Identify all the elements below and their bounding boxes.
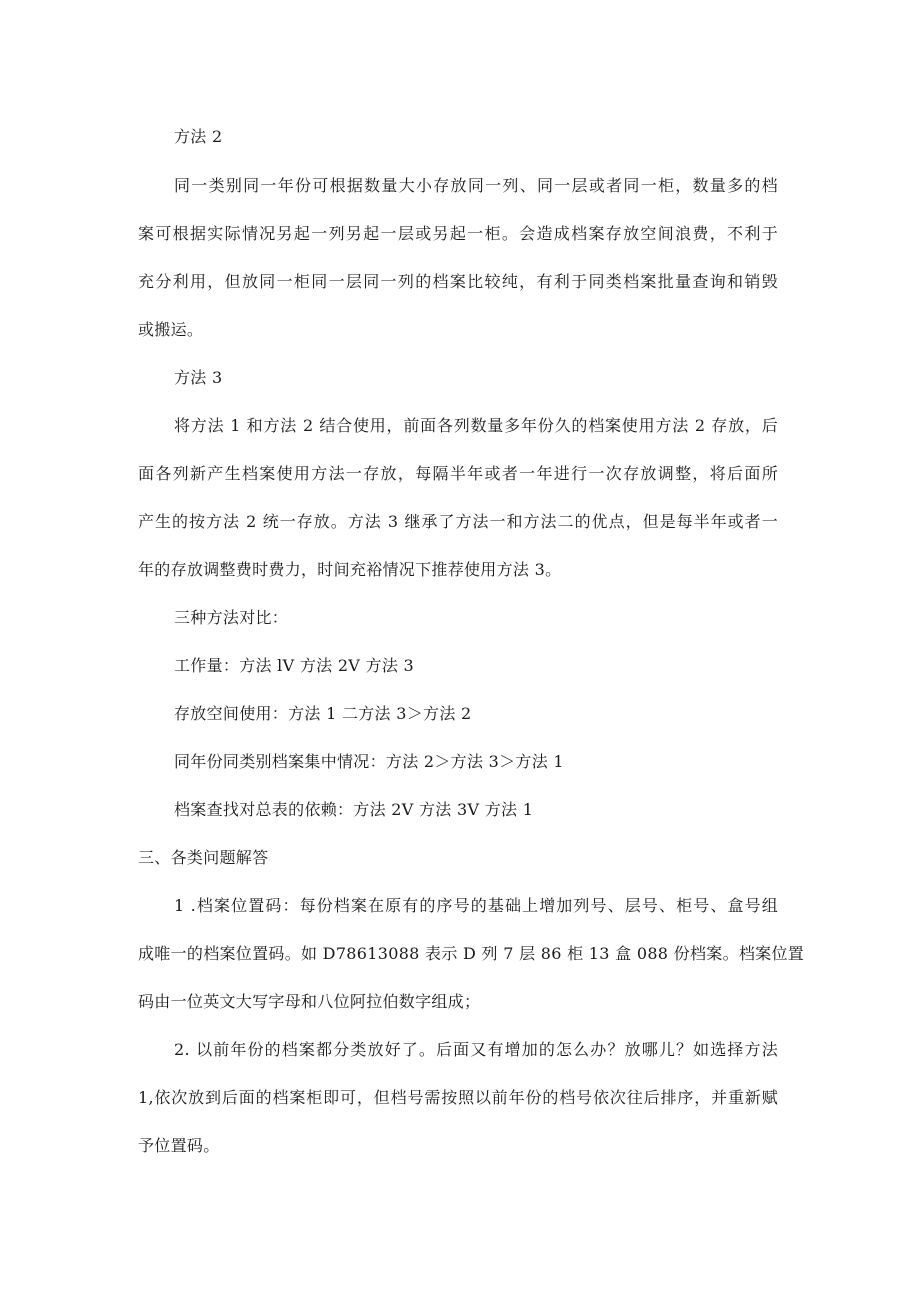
section-heading-faq: 三、各类问题解答 xyxy=(138,848,269,867)
comparison-lookup-dependency: 档案查找对总表的依赖：方法 2V 方法 3V 方法 1 xyxy=(174,800,534,819)
faq-1-line-2: 成唯一的档案位置码。如 D78613088 表示 D 列 7 层 86 柜 13 盒 088 份档案。档案位置 xyxy=(138,944,805,963)
comparison-workload: 工作量：方法 lV 方法 2V 方法 3 xyxy=(174,656,415,675)
paragraph-method-2-line-3: 充分利用，但放同一柜同一层同一列的档案比较纯，有利于同类档案批量查询和销毁 xyxy=(138,272,778,291)
paragraph-method-3-line-2: 面各列新产生档案使用方法一存放，每隔半年或者一年进行一次存放调整，将后面所 xyxy=(138,464,778,483)
paragraph-method-2-line-4: 或搬运。 xyxy=(138,320,204,339)
comparison-concentration: 同年份同类别档案集中情况：方法 2＞方法 3＞方法 1 xyxy=(174,752,564,771)
faq-1-line-1: 1 .档案位置码：每份档案在原有的序号的基础上增加列号、层号、柜号、盒号组 xyxy=(174,896,778,915)
faq-2-line-2: 1,依次放到后面的档案柜即可，但档号需按照以前年份的档号依次往后排序，并重新赋 xyxy=(138,1088,778,1107)
comparison-heading: 三种方法对比： xyxy=(174,608,289,627)
faq-2-line-1: 2. 以前年份的档案都分类放好了。后面又有增加的怎么办？放哪儿？如选择方法 xyxy=(174,1040,778,1059)
faq-1-line-3: 码由一位英文大写字母和八位阿拉伯数字组成； xyxy=(138,992,481,1011)
paragraph-method-3-line-3: 产生的按方法 2 统一存放。方法 3 继承了方法一和方法二的优点，但是每半年或者一 xyxy=(138,512,778,531)
faq-2-line-3: 予位置码。 xyxy=(138,1136,220,1155)
paragraph-method-3-line-1: 将方法 1 和方法 2 结合使用，前面各列数量多年份久的档案使用方法 2 存放，后 xyxy=(174,416,778,435)
paragraph-method-2-line-1: 同一类别同一年份可根据数量大小存放同一列、同一层或者同一柜，数量多的档 xyxy=(174,176,778,195)
comparison-storage-space: 存放空间使用：方法 1 二方法 3＞方法 2 xyxy=(174,704,472,723)
heading-method-2: 方法 2 xyxy=(174,127,223,146)
paragraph-method-2-line-2: 案可根据实际情况另起一列另起一层或另起一柜。会造成档案存放空间浪费，不利于 xyxy=(138,224,778,243)
heading-method-3: 方法 3 xyxy=(174,368,223,387)
paragraph-method-3-line-4: 年的存放调整费时费力，时间充裕情况下推荐使用方法 3。 xyxy=(138,560,562,579)
